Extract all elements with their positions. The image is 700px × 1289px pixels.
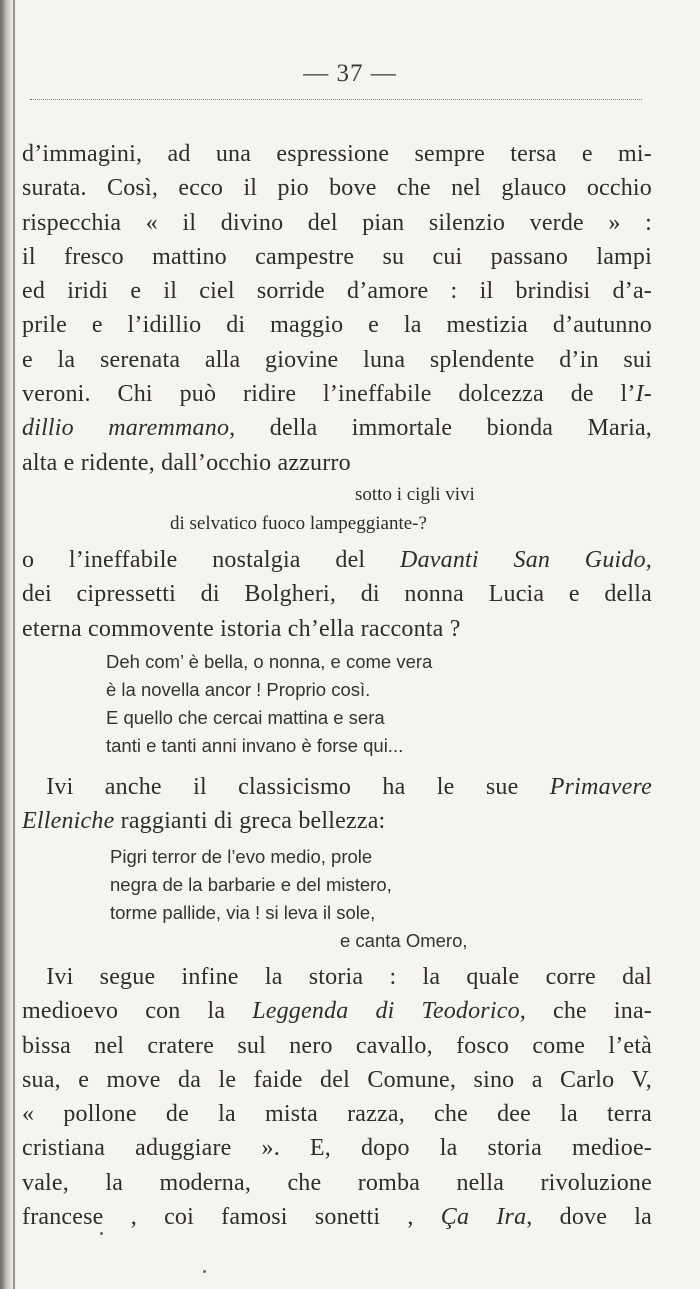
text-line: surata. Così, ecco il pio bove che nel glauco occhio bbox=[22, 175, 652, 202]
page-binding-line bbox=[13, 0, 15, 1289]
text-line bbox=[22, 543, 652, 577]
paper-speck bbox=[100, 1232, 103, 1235]
text-fragment: che ina- bbox=[552, 998, 652, 1025]
text-line: il fresco mattino campestre su cui passano lampi bbox=[22, 243, 652, 270]
page-binding-shadow bbox=[0, 0, 14, 1289]
text-line: bissa nel cratere sul nero cavallo, fosco come l’età bbox=[22, 1032, 652, 1059]
italic-title: I- bbox=[635, 381, 652, 408]
paragraph-3 bbox=[22, 770, 652, 839]
paragraph-4 bbox=[22, 960, 652, 1234]
poem-line: Pigri terror de l’evo medio, prole bbox=[110, 846, 373, 867]
italic-title: dillio maremmano, bbox=[22, 415, 236, 442]
page-number: — 37 — bbox=[303, 60, 397, 87]
text-line bbox=[22, 1200, 652, 1234]
text-line: vale, la moderna, che romba nella rivoluzione bbox=[22, 1169, 652, 1196]
text-line: dei cipressetti di Bolgheri, di nonna Lucia e della bbox=[22, 581, 652, 608]
italic-title: Davanti San Guido, bbox=[400, 547, 652, 573]
text-line bbox=[22, 994, 652, 1028]
paragraph-2 bbox=[22, 543, 652, 646]
italic-title: Elleniche bbox=[22, 808, 115, 835]
text-line: « pollone de la mista razza, che dee la terra bbox=[22, 1101, 652, 1128]
text-line: prile e l’idillio di maggio e la mestizia d’autunno bbox=[22, 312, 652, 339]
text-fragment: francese , coi famosi sonetti , bbox=[22, 1204, 414, 1231]
text-line bbox=[22, 411, 652, 445]
quote-line: di selvatico fuoco lampeggiante-? bbox=[170, 513, 427, 534]
text-line bbox=[22, 804, 652, 838]
quote-1 bbox=[170, 480, 550, 538]
poem-line: tanti e tanti anni invano è forse qui... bbox=[106, 735, 404, 756]
paragraph-1 bbox=[22, 137, 652, 480]
italic-title: Ça Ira bbox=[440, 1204, 527, 1231]
paper-speck bbox=[203, 1270, 206, 1273]
italic-title: Leggenda di Teodorico, bbox=[252, 998, 526, 1025]
text-line bbox=[22, 377, 652, 411]
text-fragment: , dove la bbox=[526, 1204, 652, 1231]
text-line: ed iridi e il ciel sorride d’amore : il brindisi d’a- bbox=[22, 278, 652, 305]
text-line: e la serenata alla giovine luna splendente d’in sui bbox=[22, 346, 652, 373]
text-line: alta e ridente, dall’occhio azzurro bbox=[22, 449, 351, 476]
text-line: cristiana aduggiare ». E, dopo la storia medioe- bbox=[22, 1135, 652, 1162]
text-fragment: o l’ineffabile nostalgia del bbox=[22, 547, 366, 573]
text-line bbox=[22, 770, 652, 804]
text-line: sua, e move da le faide del Comune, sino a Carlo V, bbox=[22, 1066, 652, 1093]
text-fragment: della immortale bionda Maria, bbox=[269, 415, 652, 442]
text-fragment: Ivi anche il classicismo ha le sue bbox=[46, 774, 519, 800]
text-line: d’immagini, ad una espressione sempre tersa e mi- bbox=[22, 141, 652, 167]
poem-line: torme pallide, via ! si leva il sole, bbox=[110, 902, 376, 923]
poem-2 bbox=[110, 843, 530, 955]
italic-title: Primavere bbox=[549, 774, 652, 800]
text-line bbox=[22, 960, 652, 994]
quote-line: sotto i cigli vivi bbox=[355, 484, 475, 505]
poem-line: negra de la barbarie e del mistero, bbox=[110, 874, 392, 895]
text-line: eterna commovente istoria ch’ella racconta ? bbox=[22, 615, 461, 642]
text-fragment: medioevo con la bbox=[22, 998, 226, 1025]
poem-line: e canta Omero, bbox=[340, 930, 468, 951]
header-dotted-rule bbox=[30, 99, 642, 100]
text-fragment: veroni. Chi può ridire l’ineffabile dolcezza de l’ bbox=[22, 381, 636, 408]
poem-1 bbox=[106, 648, 606, 760]
poem-line: è la novella ancor ! Proprio così. bbox=[106, 679, 371, 700]
poem-line: E quello che cercai mattina e sera bbox=[106, 707, 385, 728]
text-fragment: raggianti di greca bellezza: bbox=[120, 808, 386, 835]
text-fragment: Ivi segue infine la storia : la quale corre dal bbox=[46, 964, 652, 990]
text-line: rispecchia « il divino del pian silenzio verde » : bbox=[22, 209, 652, 236]
poem-line: Deh com’ è bella, o nonna, e come vera bbox=[106, 651, 433, 672]
